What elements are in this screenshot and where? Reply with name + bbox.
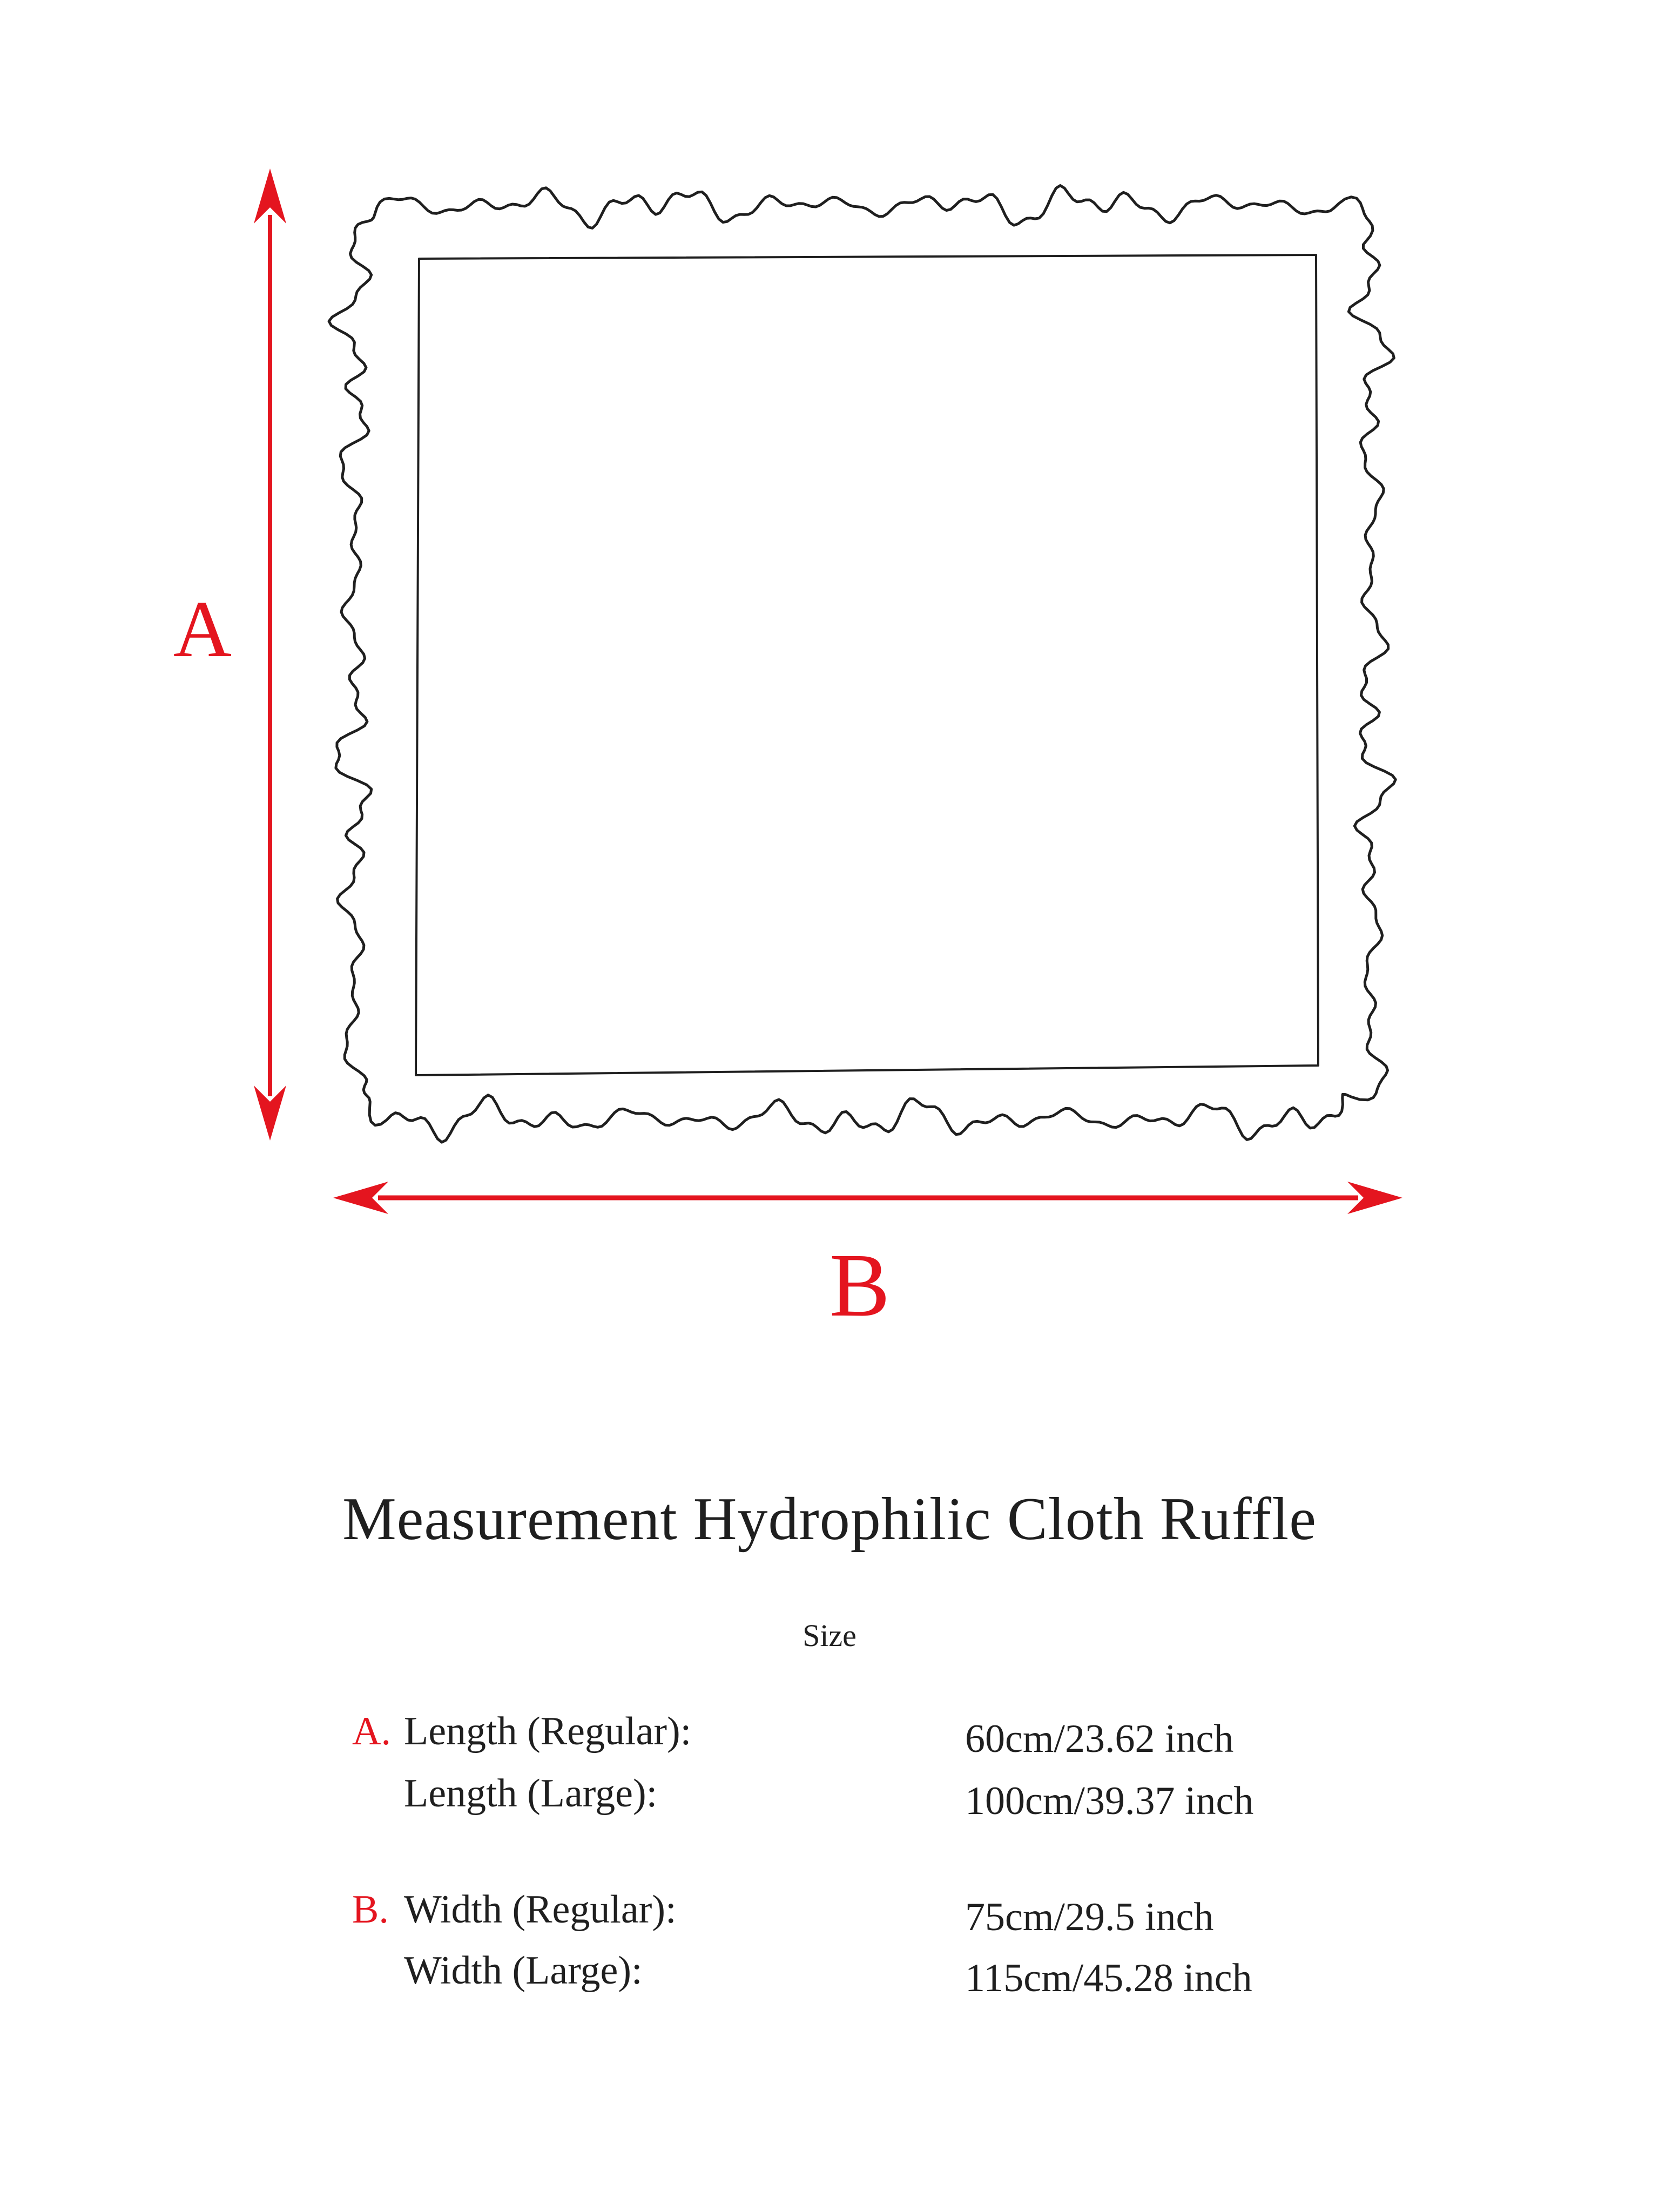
measurement-row [0, 1711, 1659, 1761]
measurement-value: 60cm/23.62 inch [965, 1717, 1234, 1761]
measurement-marker: A. [352, 1709, 391, 1754]
height-arrow [254, 168, 286, 1141]
cloth-ruffle-outline [329, 186, 1395, 1143]
measurement-label: Width (Regular): [404, 1887, 677, 1932]
size-heading: Size [802, 1618, 857, 1653]
dimension-label-a: A [173, 584, 232, 674]
measurement-value: 115cm/45.28 inch [965, 1956, 1252, 2000]
measurement-label: Width (Large): [404, 1948, 643, 1993]
measurement-value: 100cm/39.37 inch [965, 1779, 1254, 1823]
measurement-label: Length (Regular): [404, 1709, 692, 1754]
measurement-row [0, 1887, 1659, 1939]
page-title: Measurement Hydrophilic Cloth Ruffle [342, 1486, 1317, 1553]
measurement-row [0, 1773, 1659, 1823]
measurement-value: 75cm/29.5 inch [965, 1895, 1214, 1939]
measurement-label: Length (Large): [404, 1771, 658, 1816]
dimension-label-b: B [829, 1235, 891, 1336]
measurement-marker: B. [352, 1887, 389, 1932]
cloth-inner-rectangle [416, 255, 1318, 1075]
measurement-row [0, 1948, 1659, 2000]
width-arrow [333, 1182, 1402, 1214]
